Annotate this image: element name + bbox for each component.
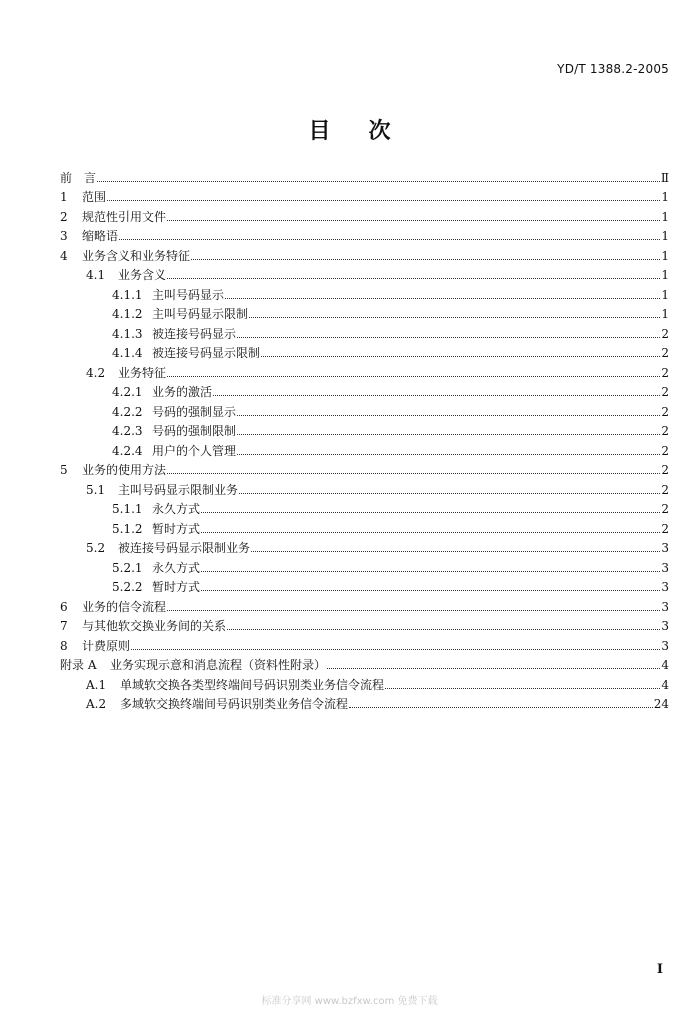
toc-entry[interactable] xyxy=(60,399,669,419)
toc-entry-label: 计费原则 xyxy=(82,638,131,653)
toc-entry[interactable] xyxy=(60,594,669,614)
toc-entry-number: 5.1.2 xyxy=(112,521,143,536)
toc-entry-page: 1 xyxy=(661,268,669,282)
toc-dot-leader xyxy=(107,200,660,201)
toc-entry-page: 1 xyxy=(661,248,669,263)
toc-entry-label: 单域软交换各类型终端间号码识别类业务信令流程 xyxy=(120,677,385,692)
toc-entry-label: 业务的使用方法 xyxy=(82,463,167,477)
toc-entry-number: 4.1 xyxy=(86,268,106,282)
toc-entry-label: 主叫号码显示 xyxy=(152,287,225,302)
toc-entry[interactable] xyxy=(60,185,669,205)
toc-entry-number: 5.1.1 xyxy=(112,502,143,516)
toc-entry-number: 7 xyxy=(60,619,68,633)
toc-dot-leader xyxy=(201,590,660,591)
toc-entry-page: 2 xyxy=(661,482,669,497)
toc-entry-label: 暂时方式 xyxy=(152,521,201,536)
toc-dot-leader xyxy=(249,317,660,318)
toc-entry-page: 3 xyxy=(661,560,669,575)
toc-entry-number: 4 xyxy=(60,248,68,263)
toc-entry-label: 业务的激活 xyxy=(152,385,213,399)
toc-entry[interactable] xyxy=(60,263,669,283)
toc-entry-page: 3 xyxy=(661,638,669,653)
toc-dot-leader xyxy=(167,473,660,474)
toc-dot-leader xyxy=(237,337,660,338)
toc-dot-leader xyxy=(327,668,660,669)
toc-entry[interactable] xyxy=(60,536,669,556)
toc-entry-label: 主叫号码显示限制业务 xyxy=(118,482,239,497)
toc-entry-number: 5.1 xyxy=(86,482,106,497)
toc-entry-label: 范围 xyxy=(82,190,107,204)
toc-dot-leader xyxy=(201,512,660,513)
toc-entry[interactable] xyxy=(60,380,669,400)
toc-entry[interactable] xyxy=(60,282,669,302)
toc-entry-page: 3 xyxy=(661,619,669,633)
toc-dot-leader xyxy=(131,649,660,650)
toc-entry-number: 4.2.1 xyxy=(112,385,143,399)
toc-dot-leader xyxy=(227,629,660,630)
toc-entry-label: 业务含义和业务特征 xyxy=(82,248,191,263)
toc-entry-label: 号码的强制限制 xyxy=(152,424,237,438)
toc-entry-page: 2 xyxy=(661,326,669,341)
toc-entry-number: 1 xyxy=(60,190,68,204)
toc-entry-number: 4.1.4 xyxy=(112,346,143,360)
toc-entry[interactable] xyxy=(60,692,669,712)
toc-dot-leader xyxy=(239,493,660,494)
toc-entry[interactable] xyxy=(60,555,669,575)
toc-entry-page: 1 xyxy=(661,307,669,321)
toc-entry-number: 5.2.2 xyxy=(112,580,143,594)
toc-entry-number: 5.2 xyxy=(86,541,106,555)
toc-entry-page: 4 xyxy=(661,677,669,692)
toc-entry[interactable] xyxy=(60,341,669,361)
toc-entry-page: 2 xyxy=(661,502,669,516)
toc-entry-number: A.1 xyxy=(86,677,107,692)
toc-entry-number: 5.2.1 xyxy=(112,560,143,575)
toc-entry-page: 24 xyxy=(653,697,669,711)
toc-dot-leader xyxy=(225,298,660,299)
toc-entry-label: 业务的信令流程 xyxy=(82,599,167,614)
toc-entry-label: 缩略语 xyxy=(82,229,119,243)
toc-entry[interactable] xyxy=(60,224,669,244)
toc-entry-number: 6 xyxy=(60,599,68,614)
standard-code: YD/T 1388.2-2005 xyxy=(557,62,669,76)
toc-entry-label: 前 言 xyxy=(60,170,97,185)
toc-dot-leader xyxy=(167,610,660,611)
toc-entry-label: 号码的强制显示 xyxy=(152,404,237,419)
toc-entry[interactable] xyxy=(60,614,669,634)
toc-entry-label: 主叫号码显示限制 xyxy=(152,307,249,321)
toc-entry-page: 3 xyxy=(661,599,669,614)
page-title: 目次 xyxy=(308,118,429,144)
toc-dot-leader xyxy=(385,688,660,689)
toc-entry-number: 8 xyxy=(60,638,68,653)
toc-entry[interactable] xyxy=(60,243,669,263)
toc-entry-page: 4 xyxy=(661,658,669,672)
toc-entry[interactable] xyxy=(60,165,669,185)
table-of-contents xyxy=(60,165,669,711)
toc-entry-number: 3 xyxy=(60,229,68,243)
toc-entry-page: 3 xyxy=(661,580,669,594)
toc-dot-leader xyxy=(213,395,660,396)
toc-dot-leader xyxy=(167,220,660,221)
toc-entry[interactable] xyxy=(60,458,669,478)
toc-entry[interactable] xyxy=(60,477,669,497)
toc-entry-page: Ⅱ xyxy=(660,170,669,185)
toc-dot-leader xyxy=(201,532,660,533)
toc-entry-number: 5 xyxy=(60,463,68,477)
toc-entry-label: 用户的个人管理 xyxy=(152,443,237,458)
toc-entry-page: 2 xyxy=(661,404,669,419)
toc-dot-leader xyxy=(251,551,660,552)
toc-entry[interactable] xyxy=(60,497,669,517)
toc-entry-number: 4.1.1 xyxy=(112,287,143,302)
toc-entry-label: 业务特征 xyxy=(118,365,167,380)
toc-entry-number: 4.2.4 xyxy=(112,443,143,458)
toc-entry-number: 4.1.2 xyxy=(112,307,143,321)
toc-entry-page: 2 xyxy=(661,346,669,360)
toc-entry-label: 业务含义 xyxy=(118,268,167,282)
toc-entry-label: 永久方式 xyxy=(152,502,201,516)
toc-entry[interactable] xyxy=(60,419,669,439)
toc-dot-leader xyxy=(349,707,653,708)
toc-dot-leader xyxy=(201,571,660,572)
toc-entry-page: 1 xyxy=(661,287,669,302)
toc-entry-page: 2 xyxy=(661,385,669,399)
toc-dot-leader xyxy=(237,415,660,416)
toc-entry-label: 被连接号码显示限制 xyxy=(152,346,261,360)
toc-dot-leader xyxy=(237,454,660,455)
toc-entry-label: 被连接号码显示 xyxy=(152,326,237,341)
toc-entry-page: 2 xyxy=(661,443,669,458)
toc-entry-page: 2 xyxy=(661,424,669,438)
toc-entry-number: 4.2.3 xyxy=(112,424,143,438)
toc-entry[interactable] xyxy=(60,204,669,224)
toc-entry[interactable] xyxy=(60,653,669,673)
toc-entry-label: 多域软交换终端间号码识别类业务信令流程 xyxy=(120,697,349,711)
toc-dot-leader xyxy=(119,239,660,240)
toc-dot-leader xyxy=(167,376,660,377)
toc-dot-leader xyxy=(237,434,660,435)
toc-entry-number: 4.2.2 xyxy=(112,404,143,419)
toc-entry-label: 与其他软交换业务间的关系 xyxy=(82,619,227,633)
toc-entry[interactable] xyxy=(60,672,669,692)
toc-entry-page: 2 xyxy=(661,463,669,477)
toc-entry-page: 1 xyxy=(661,229,669,243)
toc-dot-leader xyxy=(261,356,660,357)
toc-entry[interactable] xyxy=(60,360,669,380)
toc-entry-label: 业务实现示意和消息流程（资料性附录） xyxy=(110,658,327,672)
toc-entry-page: 2 xyxy=(661,365,669,380)
toc-entry[interactable] xyxy=(60,575,669,595)
toc-entry-label: 被连接号码显示限制业务 xyxy=(118,541,251,555)
toc-entry-page: 1 xyxy=(661,190,669,204)
toc-dot-leader xyxy=(191,259,660,260)
toc-entry[interactable] xyxy=(60,438,669,458)
toc-entry-number: 4.1.3 xyxy=(112,326,143,341)
toc-entry-page: 2 xyxy=(661,521,669,536)
toc-dot-leader xyxy=(97,181,660,182)
page-number: I xyxy=(656,962,663,977)
toc-entry-label: 规范性引用文件 xyxy=(82,209,167,224)
toc-entry-label: 暂时方式 xyxy=(152,580,201,594)
toc-entry-number: 2 xyxy=(60,209,68,224)
toc-entry-number: 4.2 xyxy=(86,365,106,380)
toc-entry-page: 1 xyxy=(661,209,669,224)
toc-entry-label: 永久方式 xyxy=(152,560,201,575)
toc-entry-number: A.2 xyxy=(86,697,107,711)
toc-entry-number: 附录 A xyxy=(60,658,97,672)
toc-entry[interactable] xyxy=(60,302,669,322)
toc-entry[interactable] xyxy=(60,321,669,341)
toc-entry[interactable] xyxy=(60,633,669,653)
toc-dot-leader xyxy=(167,278,660,279)
watermark: 标准分享网 www.bzfxw.com 免费下载 xyxy=(261,996,438,1007)
toc-entry[interactable] xyxy=(60,516,669,536)
toc-entry-page: 3 xyxy=(661,541,669,555)
